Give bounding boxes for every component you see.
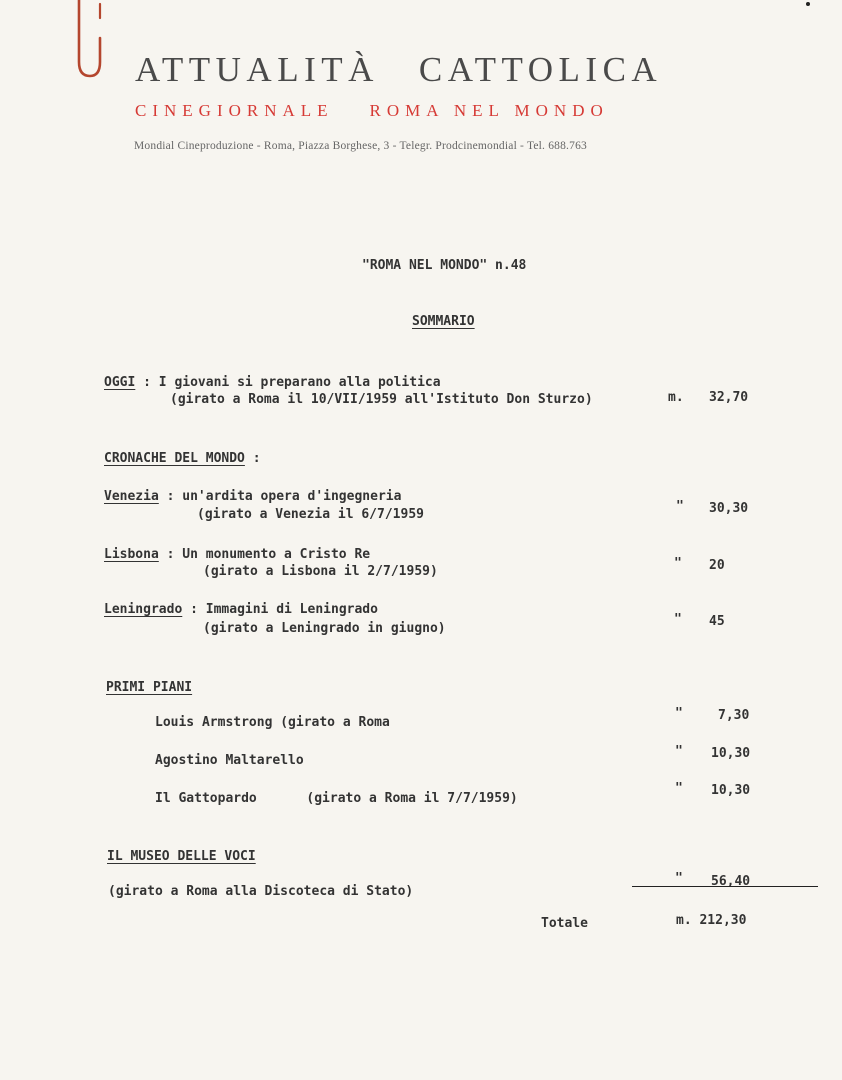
leningrado-detail: (girato a Leningrado in giugno)	[203, 621, 446, 636]
gattopardo-amount: 10,30	[711, 783, 751, 798]
armstrong-item: Louis Armstrong (girato a Roma	[155, 715, 390, 730]
cronache-sep: :	[252, 451, 261, 466]
museo-item: (girato a Roma alla Discoteca di Stato)	[108, 884, 414, 899]
maltarello-ditto: "	[675, 744, 683, 759]
letterhead-address: Mondial Cineproduzione - Roma, Piazza Borghese, 3 - Telegr. Prodcinemondial - Tel. 688.763	[134, 140, 587, 152]
oggi-row	[104, 375, 441, 390]
document-heading: "ROMA NEL MONDO" n.48	[362, 258, 527, 273]
venezia-label: Venezia	[104, 489, 159, 504]
venezia-amount: 30,30	[709, 501, 749, 516]
total-rule	[632, 886, 818, 887]
primi-piani-heading: PRIMI PIANI	[106, 680, 193, 695]
museo-heading: IL MUSEO DELLE VOCI	[107, 849, 256, 864]
paper-clip-icon	[70, 0, 104, 80]
armstrong-ditto: "	[675, 706, 683, 721]
oggi-title: I giovani si preparano alla politica	[158, 375, 441, 390]
oggi-amount: 32,70	[709, 390, 749, 405]
cronache-heading: CRONACHE DEL MONDO	[104, 451, 245, 466]
armstrong-amount: 7,30	[718, 708, 750, 723]
title-left: ATTUALITÀ	[135, 50, 379, 89]
oggi-detail: (girato a Roma il 10/VII/1959 all'Istituto Don Sturzo)	[170, 392, 593, 407]
venezia-ditto: "	[676, 499, 684, 514]
museo-amount: 56,40	[711, 874, 751, 889]
cronache-heading-row	[104, 451, 261, 466]
oggi-label: OGGI	[104, 375, 136, 390]
oggi-sep: :	[143, 375, 151, 390]
subtitle-left: CINEGIORNALE	[135, 101, 334, 120]
venezia-detail: (girato a Venezia il 6/7/1959	[197, 507, 424, 522]
title-right: CATTOLICA	[418, 50, 663, 89]
gattopardo-ditto: "	[675, 781, 683, 796]
leningrado-row	[104, 602, 378, 617]
lisbona-detail: (girato a Lisbona il 2/7/1959)	[203, 564, 438, 579]
lisbona-row	[104, 547, 370, 562]
oggi-unit: m.	[668, 390, 684, 405]
gattopardo-item	[155, 791, 518, 806]
lisbona-ditto: "	[674, 556, 682, 571]
leningrado-ditto: "	[674, 612, 682, 627]
leningrado-title: : Immagini di Leningrado	[190, 602, 378, 617]
subtitle-right: ROMA NEL MONDO	[369, 101, 609, 120]
lisbona-amount: 20	[709, 558, 725, 573]
leningrado-amount: 45	[709, 614, 725, 629]
venezia-row	[104, 489, 401, 504]
gattopardo-detail: (girato a Roma il 7/7/1959)	[306, 791, 518, 806]
maltarello-item: Agostino Maltarello	[155, 753, 304, 768]
letterhead-subtitle	[135, 101, 609, 121]
totale-label: Totale	[541, 916, 588, 931]
ink-dot	[806, 2, 810, 6]
venezia-title: : un'ardita opera d'ingegneria	[166, 489, 402, 504]
maltarello-amount: 10,30	[711, 746, 751, 761]
sommario-heading: SOMMARIO	[412, 314, 475, 329]
totale-amount: m. 212,30	[676, 913, 747, 928]
lisbona-label: Lisbona	[104, 547, 159, 562]
lisbona-title: : Un monumento a Cristo Re	[166, 547, 371, 562]
leningrado-label: Leningrado	[104, 602, 183, 617]
gattopardo-name: Il Gattopardo	[155, 791, 257, 806]
letterhead-title	[135, 50, 662, 90]
museo-ditto: "	[675, 871, 683, 886]
